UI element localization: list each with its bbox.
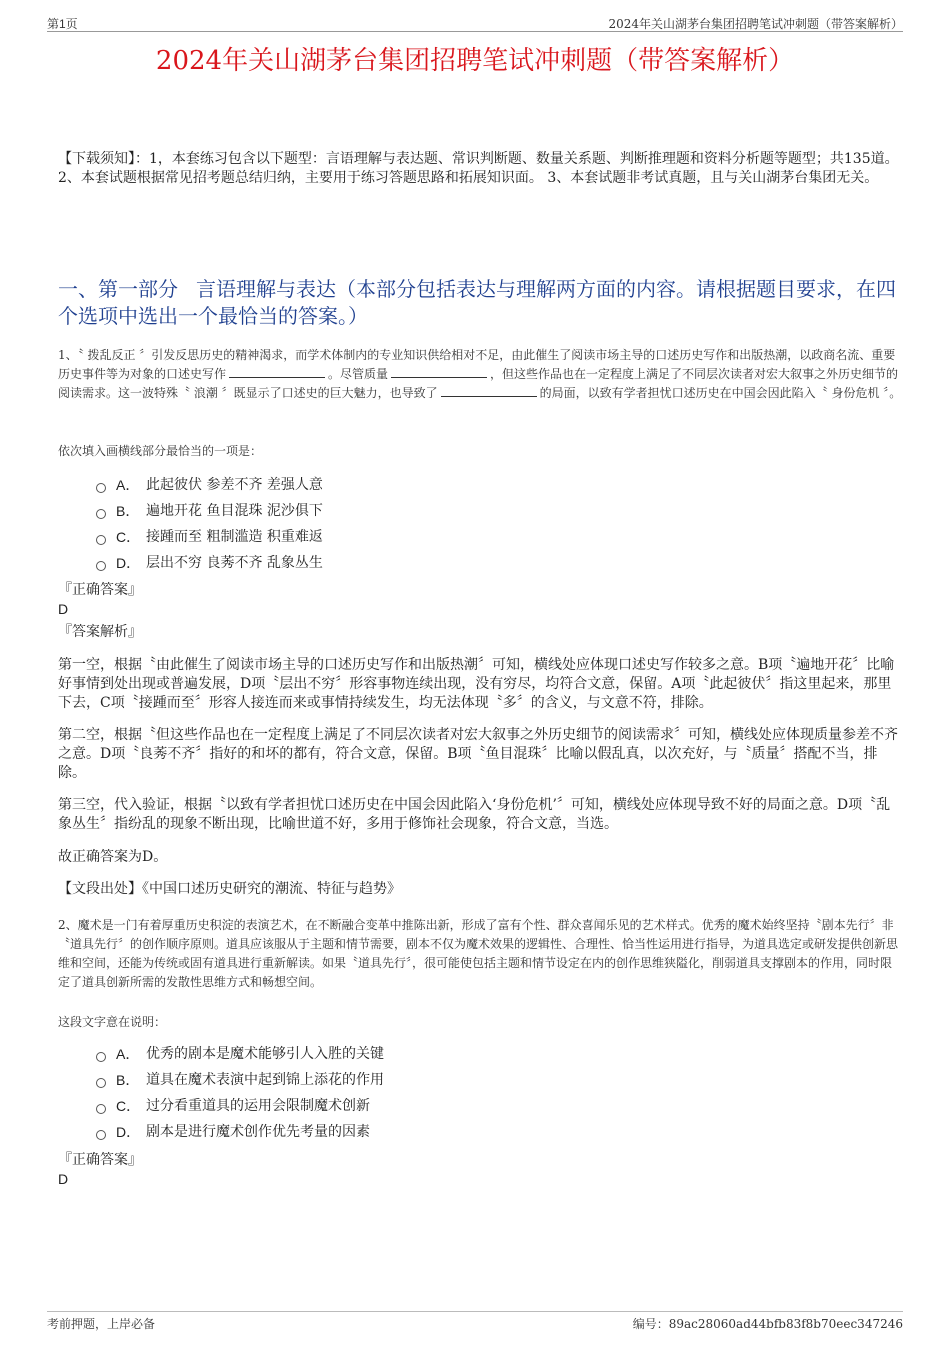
question-2-prompt: 这段文字意在说明： xyxy=(58,1015,167,1029)
page-title: 2024年关山湖茅台集团招聘笔试冲刺题（带答案解析） xyxy=(155,46,795,76)
option-a[interactable]: A． 此起彼伏 参差不齐 差强人意 xyxy=(96,472,323,498)
radio-icon[interactable] xyxy=(96,1104,106,1114)
question-2-text: 2、魔术是一门有着厚重历史积淀的表演艺术，在不断融合变革中推陈出新，形成了富有个性、群众喜闻乐见的艺术样式。优秀的魔术始终坚持〝剧本先行〞非〝道具先行〞的创作顺序原则。道具应该服从于主题和情节需要，剧本不仅为魔术效果的逻辑性、合理性、恰当性运用进行指导，为道具选定或研发提供创新思维和空间，还能为传统或固有道具进行重新解读。如果〝道具先行〞，很可能使包括主题和情节设定在内的创作思维狭隘化，削弱道具支撑剧本的作用，同时限定了道具创新所需的发散性思维方式和畅想空间。 xyxy=(58,918,899,989)
option-b[interactable]: B． 遍地开花 鱼目混珠 泥沙俱下 xyxy=(96,498,323,524)
section-heading xyxy=(58,276,903,330)
question-1-prompt: 依次填入画横线部分最恰当的一项是： xyxy=(58,444,263,458)
download-notice: 【下载须知】：1，本套练习包含以下题型：言语理解与表达题、常识判断题、数量关系题、判断推理题和资料分析题等题型；共135道。 2、本套试题根据常见招考题总结归纳，主要用于练习答题思路和拓展知识面。 3、本套试题非考试真题，且与关山湖茅台集团无关。 xyxy=(58,151,899,186)
question-1-options xyxy=(96,472,323,576)
radio-icon[interactable] xyxy=(96,535,106,545)
analysis-paragraph-2: 第二空，根据〝但这些作品也在一定程度上满足了不同层次读者对宏大叙事之外历史细节的阅读需求〞可知，横线处应体现质量参差不齐之意。D项〝良莠不齐〞指好的和坏的都有，符合文意，保留。B项〝鱼目混珠〞比喻以假乱真，以次充好，与〝质量〞搭配不当，排除。 xyxy=(58,727,898,781)
radio-icon[interactable] xyxy=(96,509,106,519)
radio-icon[interactable] xyxy=(96,1078,106,1088)
analysis-label: 『答案解析』 xyxy=(58,624,142,640)
blank-2 xyxy=(391,365,487,378)
page-number: 第1页 xyxy=(47,17,78,31)
option-c[interactable]: C． 过分看重道具的运用会限制魔术创新 xyxy=(96,1093,384,1119)
answer-value: D xyxy=(58,1171,69,1187)
header-doc-title: 2024年关山湖茅台集团招聘笔试冲刺题（带答案解析） xyxy=(608,17,903,31)
radio-icon[interactable] xyxy=(96,1130,106,1140)
analysis-paragraph-3: 第三空，代入验证，根据〝以致有学者担忧口述历史在中国会因此陷入‘身份危机’〞可知，横线处应体现导致不好的局面之意。D项〝乱象丛生〞指纷乱的现象不断出现，比喻世道不好，多用于修饰社会现象，符合文意，当选。 xyxy=(58,797,891,832)
page-header xyxy=(47,13,903,32)
option-c[interactable]: C． 接踵而至 粗制滥造 积重难返 xyxy=(96,524,323,550)
question-1-text: 1、〝 拨乱反正 〞引发反思历史的精神渴求，而学术体制内的专业知识供给相对不足，由此催生了阅读市场主导的口述历史写作和出版热潮，以政商名流、重要历史事件等为对象的口述史写作 。尽管质量 ，但这些作品也在一定程度上满足了不同层次读者对宏大叙事之外历史细节的阅读需求。这一波特殊〝 浪潮 〞既显示了口述史的巨大魅力，也导致了 的局面，以致有学者担忧口述历史在中国会因此陷入〝 身份危机 〞。 xyxy=(58,348,902,400)
radio-icon[interactable] xyxy=(96,483,106,493)
option-d[interactable]: D． 层出不穷 良莠不齐 乱象丛生 xyxy=(96,550,323,576)
option-a[interactable]: A． 优秀的剧本是魔术能够引人入胜的关键 xyxy=(96,1041,384,1067)
option-b[interactable]: B． 道具在魔术表演中起到锦上添花的作用 xyxy=(96,1067,384,1093)
section-part: 一、第一部分 xyxy=(58,277,178,301)
footer-slogan: 考前押题，上岸必备 xyxy=(47,1317,156,1331)
document-id: 编号：89ac28060ad44bfb83f8b70eec347246 xyxy=(632,1317,903,1331)
option-d[interactable]: D． 剧本是进行魔术创作优先考量的因素 xyxy=(96,1119,384,1145)
answer-label: 『正确答案』 xyxy=(58,582,142,598)
analysis-conclusion: 故正确答案为D。 xyxy=(58,849,168,865)
analysis-paragraph-1: 第一空，根据〝由此催生了阅读市场主导的口述历史写作和出版热潮〞可知，横线处应体现口述史写作较多之意。B项〝遍地开花〞比喻好事情到处出现或普遍发展，D项〝层出不穷〞形容事物连续出现，没有穷尽，均符合文意，保留。A项〝此起彼伏〞指这里起来，那里下去，C项〝接踵而至〞形容人接连而来或事情持续发生，均无法体现〝多〞的含义，与文意不符，排除。 xyxy=(58,657,895,711)
page-footer xyxy=(47,1311,903,1331)
section-title: 言语理解与表达（本部分包括表达与理解两方面的内容。请根据题目要求，在四个选项中选出一个最恰当的答案。） xyxy=(58,277,896,328)
blank-1 xyxy=(229,365,325,378)
answer-label: 『正确答案』 xyxy=(58,1152,142,1168)
blank-3 xyxy=(441,384,537,397)
answer-value: D xyxy=(58,601,69,617)
question-2-options xyxy=(96,1041,384,1145)
radio-icon[interactable] xyxy=(96,1052,106,1062)
radio-icon[interactable] xyxy=(96,561,106,571)
source-citation: 【文段出处】《中国口述历史研究的潮流、特征与趋势》 xyxy=(58,881,401,897)
